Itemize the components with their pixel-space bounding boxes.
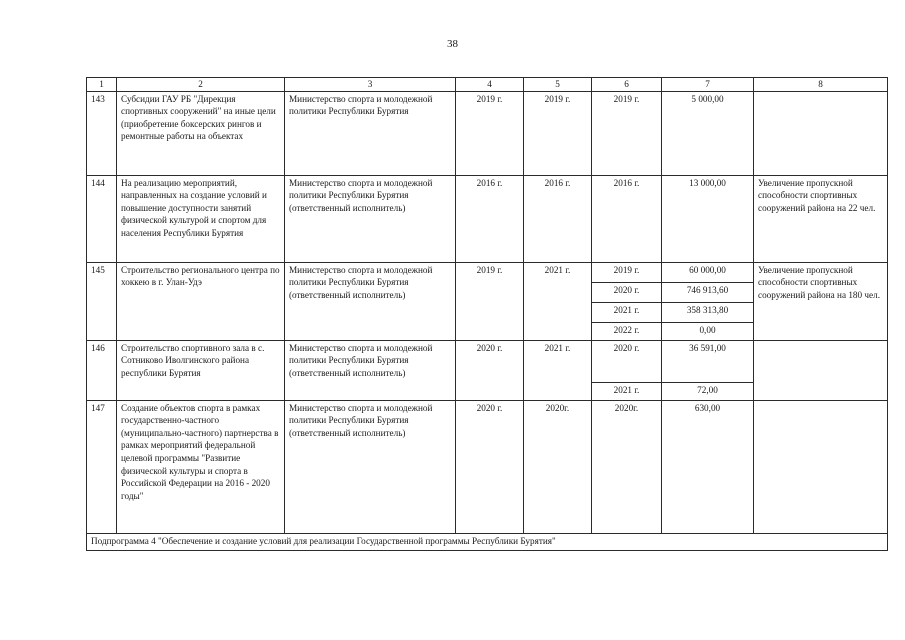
column-header: 5 bbox=[524, 78, 592, 92]
expected-result: Увеличение пропускной способности спортивных сооружений района на 180 чел. bbox=[754, 262, 888, 340]
funding-year: 2016 г. bbox=[592, 175, 662, 262]
end-year: 2020г. bbox=[524, 400, 592, 533]
end-year: 2021 г. bbox=[524, 262, 592, 340]
row-number: 147 bbox=[87, 400, 117, 533]
start-year: 2020 г. bbox=[456, 340, 524, 400]
row-number: 145 bbox=[87, 262, 117, 340]
end-year: 2016 г. bbox=[524, 175, 592, 262]
end-year: 2019 г. bbox=[524, 91, 592, 175]
funding-year: 2021 г. bbox=[592, 382, 662, 400]
subprogram-row bbox=[87, 533, 888, 550]
funding-amount: 60 000,00 bbox=[662, 262, 754, 282]
executor: Министерство спорта и молодежной политики Республики Бурятия (ответственный исполнитель) bbox=[285, 340, 456, 400]
measure-name: На реализацию мероприятий, направленных на создание условий и повышение доступности занятий физической культурой и спортом для населения Республики Бурятия bbox=[117, 175, 285, 262]
column-header: 3 bbox=[285, 78, 456, 92]
column-header: 7 bbox=[662, 78, 754, 92]
page-number: 38 bbox=[447, 38, 458, 50]
funding-amount: 0,00 bbox=[662, 322, 754, 340]
start-year: 2016 г. bbox=[456, 175, 524, 262]
executor: Министерство спорта и молодежной политики Республики Бурятия (ответственный исполнитель) bbox=[285, 400, 456, 533]
column-header: 2 bbox=[117, 78, 285, 92]
table-row bbox=[87, 340, 888, 382]
measure-name: Создание объектов спорта в рамках государственно-частного (муниципально-частного) партнерства в рамках мероприятий федеральной целевой программы "Развитие физической культуры и спорта в Российской Федерации на 2016 - 2020 годы" bbox=[117, 400, 285, 533]
expected-result bbox=[754, 91, 888, 175]
start-year: 2019 г. bbox=[456, 262, 524, 340]
executor: Министерство спорта и молодежной политики Республики Бурятия (ответственный исполнитель) bbox=[285, 262, 456, 340]
expected-result bbox=[754, 340, 888, 400]
expected-result bbox=[754, 400, 888, 533]
table-row bbox=[87, 262, 888, 282]
measure-name: Строительство регионального центра по хоккею в г. Улан-Удэ bbox=[117, 262, 285, 340]
funding-year: 2021 г. bbox=[592, 302, 662, 322]
funding-amount: 630,00 bbox=[662, 400, 754, 533]
funding-amount: 36 591,00 bbox=[662, 340, 754, 382]
funding-amount: 72,00 bbox=[662, 382, 754, 400]
funding-year: 2019 г. bbox=[592, 262, 662, 282]
table-row bbox=[87, 175, 888, 262]
start-year: 2020 г. bbox=[456, 400, 524, 533]
column-header: 4 bbox=[456, 78, 524, 92]
funding-amount: 13 000,00 bbox=[662, 175, 754, 262]
measure-name: Субсидии ГАУ РБ "Дирекция спортивных сооружений" на иные цели (приобретение боксерских рингов и ремонтные работы на объектах bbox=[117, 91, 285, 175]
funding-year: 2020 г. bbox=[592, 340, 662, 382]
funding-year: 2020 г. bbox=[592, 282, 662, 302]
funding-amount: 5 000,00 bbox=[662, 91, 754, 175]
table-row bbox=[87, 91, 888, 175]
funding-amount: 746 913,60 bbox=[662, 282, 754, 302]
table-row bbox=[87, 400, 888, 533]
row-number: 144 bbox=[87, 175, 117, 262]
end-year: 2021 г. bbox=[524, 340, 592, 400]
program-table bbox=[86, 77, 888, 551]
funding-year: 2022 г. bbox=[592, 322, 662, 340]
subprogram-title: Подпрограмма 4 "Обеспечение и создание условий для реализации Государственной программы Республики Бурятия" bbox=[87, 533, 888, 550]
start-year: 2019 г. bbox=[456, 91, 524, 175]
column-header: 8 bbox=[754, 78, 888, 92]
funding-year: 2020г. bbox=[592, 400, 662, 533]
funding-year: 2019 г. bbox=[592, 91, 662, 175]
measure-name: Строительство спортивного зала в с. Сотниково Иволгинского района республики Бурятия bbox=[117, 340, 285, 400]
column-header: 1 bbox=[87, 78, 117, 92]
executor: Министерство спорта и молодежной политики Республики Бурятия bbox=[285, 91, 456, 175]
funding-amount: 358 313,80 bbox=[662, 302, 754, 322]
expected-result: Увеличение пропускной способности спортивных сооружений района на 22 чел. bbox=[754, 175, 888, 262]
executor: Министерство спорта и молодежной политики Республики Бурятия (ответственный исполнитель) bbox=[285, 175, 456, 262]
table-header-row bbox=[87, 78, 888, 92]
row-number: 143 bbox=[87, 91, 117, 175]
column-header: 6 bbox=[592, 78, 662, 92]
row-number: 146 bbox=[87, 340, 117, 400]
